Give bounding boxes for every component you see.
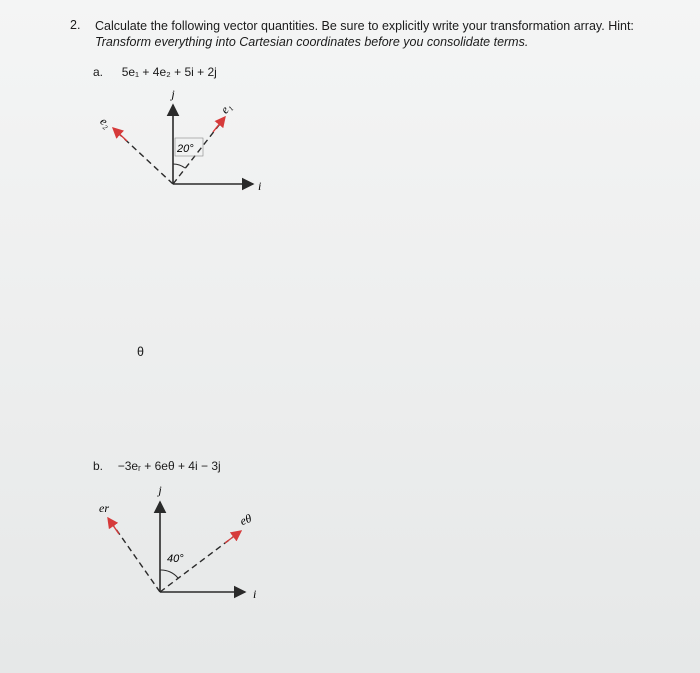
b-label-j: j (158, 483, 162, 497)
b-label-i: i (253, 587, 257, 601)
a-label-e2: e₂ (97, 114, 114, 131)
a-label-j: j (171, 87, 175, 101)
part-b-label: b. (93, 459, 104, 473)
part-a-expression: 5e₁ + 4e₂ + 5i + 2j (121, 65, 217, 79)
part-b (93, 459, 221, 473)
theta-symbol: θ (137, 345, 144, 359)
question-hint: Transform everything into Cartesian coordinates before you consolidate terms. (95, 35, 529, 49)
question-number: 2. (70, 18, 81, 32)
b-label-etheta: eθ (238, 511, 254, 529)
part-a (93, 65, 217, 79)
part-b-diagram (95, 482, 275, 607)
a-angle-label: 20° (177, 143, 194, 155)
part-a-label: a. (93, 65, 104, 79)
question-text: Calculate the following vector quantities. Be sure to explicitly write your transformation array. Hint: (95, 19, 634, 33)
a-label-i: i (258, 179, 262, 193)
b-angle-label: 40° (167, 553, 184, 565)
part-b-expression: −3eᵣ + 6eθ + 4i − 3j (117, 459, 221, 473)
b-label-er: er (99, 501, 109, 515)
part-a-diagram (95, 80, 270, 200)
a-label-e1: e₁ (217, 100, 235, 117)
b-angle-arc (160, 570, 178, 578)
a-angle-arc (173, 164, 185, 168)
